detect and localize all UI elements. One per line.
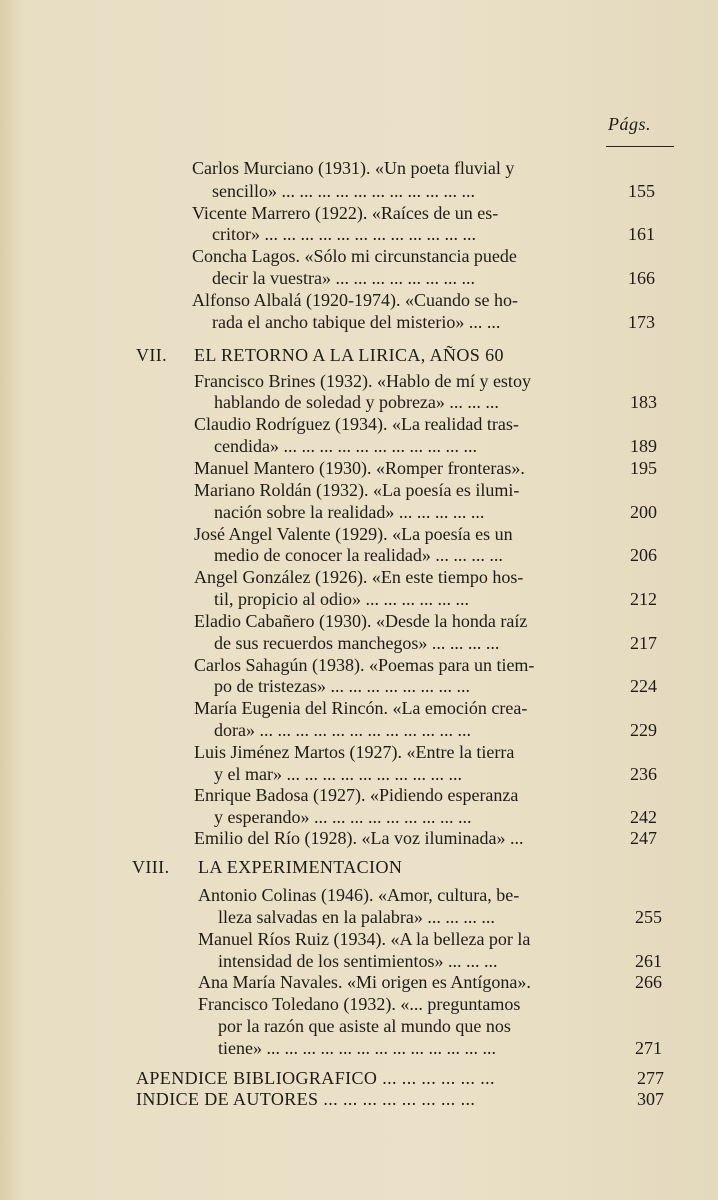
entry-line: Carlos Murciano (1931). «Un poeta fluvial y xyxy=(192,158,515,178)
entry-line: Francisco Toledano (1932). «... preguntamos xyxy=(198,994,521,1014)
page-number: 200 xyxy=(630,502,657,522)
page-number: 189 xyxy=(630,436,657,456)
entry-line: nación sobre la realidad» ... ... ... ... ... xyxy=(214,502,485,522)
page-number: 261 xyxy=(635,951,662,971)
entry-line: Claudio Rodríguez (1934). «La realidad tras- xyxy=(194,414,519,434)
entry-line: lleza salvadas en la palabra» ... ... ... ... xyxy=(218,907,495,927)
entry-line: Luis Jiménez Martos (1927). «Entre la tierra xyxy=(194,742,515,762)
page-number: 307 xyxy=(637,1089,664,1109)
header-rule xyxy=(606,146,674,147)
appendix-entry: APENDICE BIBLIOGRAFICO ... ... ... ... ... ... xyxy=(136,1068,495,1088)
entry-line: cendida» ... ... ... ... ... ... ... ... ... ... ... xyxy=(214,436,477,456)
page-number: 212 xyxy=(630,589,657,609)
entry-line: decir la vuestra» ... ... ... ... ... ... ... ... xyxy=(212,268,475,288)
index-entry: INDICE DE AUTORES ... ... ... ... ... ... ... ... xyxy=(136,1089,476,1109)
entry-line: Ana María Navales. «Mi origen es Antígona». xyxy=(198,972,531,992)
entry-line: y esperando» ... ... ... ... ... ... ... ... ... xyxy=(214,807,472,827)
page-number: 166 xyxy=(628,268,655,288)
entry-line: til, propicio al odio» ... ... ... ... ... ... xyxy=(214,589,469,609)
pages-column-label: Págs. xyxy=(608,114,651,134)
section-title: LA EXPERIMENTACION xyxy=(198,857,403,877)
entry-line: María Eugenia del Rincón. «La emoción crea- xyxy=(194,698,528,718)
page-number: 224 xyxy=(630,676,657,696)
section-title: EL RETORNO A LA LIRICA, AÑOS 60 xyxy=(194,345,504,365)
entry-line: critor» ... ... ... ... ... ... ... ... ... ... ... ... xyxy=(212,224,476,244)
page-number: 195 xyxy=(630,458,657,478)
entry-line: po de tristezas» ... ... ... ... ... ... ... ... xyxy=(214,676,470,696)
entry-line: Mariano Roldán (1932). «La poesía es ilumi- xyxy=(194,480,520,500)
entry-line: intensidad de los sentimientos» ... ... ... xyxy=(218,951,498,971)
entry-line: Manuel Mantero (1930). «Romper fronteras». xyxy=(194,458,525,478)
page-number: 183 xyxy=(630,392,657,412)
section-roman: VII. xyxy=(136,345,168,365)
page-number: 271 xyxy=(635,1038,662,1058)
entry-line: rada el ancho tabique del misterio» ... ... xyxy=(212,312,501,332)
entry-line: Emilio del Río (1928). «La voz iluminada» ... xyxy=(194,828,524,848)
entry-line: hablando de soledad y pobreza» ... ... ... xyxy=(214,392,499,412)
page-number: 229 xyxy=(630,720,657,740)
page-number: 236 xyxy=(630,764,657,784)
entry-line: Antonio Colinas (1946). «Amor, cultura, be- xyxy=(198,885,520,905)
page-number: 173 xyxy=(628,312,655,332)
page-number: 155 xyxy=(628,181,655,201)
page-number: 206 xyxy=(630,545,657,565)
entry-line: Enrique Badosa (1927). «Pidiendo esperanza xyxy=(194,785,519,805)
entry-line: tiene» ... ... ... ... ... ... ... ... ... ... ... ... ... xyxy=(218,1038,496,1058)
page-number: 255 xyxy=(635,907,662,927)
section-roman: VIII. xyxy=(132,857,170,877)
page-number: 242 xyxy=(630,807,657,827)
entry-line: Concha Lagos. «Sólo mi circunstancia puede xyxy=(192,246,517,266)
entry-line: de sus recuerdos manchegos» ... ... ... ... xyxy=(214,633,500,653)
page-number: 247 xyxy=(630,828,657,848)
entry-line: Alfonso Albalá (1920-1974). «Cuando se ho- xyxy=(192,290,518,310)
entry-line: sencillo» ... ... ... ... ... ... ... ... ... ... ... xyxy=(212,181,475,201)
entry-line: José Angel Valente (1929). «La poesía es un xyxy=(194,524,513,544)
entry-line: Manuel Ríos Ruiz (1934). «A la belleza por la xyxy=(198,929,531,949)
entry-line: y el mar» ... ... ... ... ... ... ... ... ... ... xyxy=(214,764,462,784)
entry-line: Eladio Cabañero (1930). «Desde la honda raíz xyxy=(194,611,528,631)
entry-line: Francisco Brines (1932). «Hablo de mí y estoy xyxy=(194,371,531,391)
entry-line: dora» ... ... ... ... ... ... ... ... ... ... ... ... xyxy=(214,720,471,740)
entry-line: Carlos Sahagún (1938). «Poemas para un tiem- xyxy=(194,655,535,675)
page-number: 161 xyxy=(628,224,655,244)
page-number: 266 xyxy=(635,972,662,992)
page-number: 277 xyxy=(637,1068,664,1088)
entry-line: Angel González (1926). «En este tiempo hos- xyxy=(194,567,524,587)
entry-line: por la razón que asiste al mundo que nos xyxy=(218,1016,511,1036)
page-number: 217 xyxy=(630,633,657,653)
entry-line: medio de conocer la realidad» ... ... ... ... xyxy=(214,545,503,565)
entry-line: Vicente Marrero (1922). «Raíces de un es- xyxy=(192,203,499,223)
